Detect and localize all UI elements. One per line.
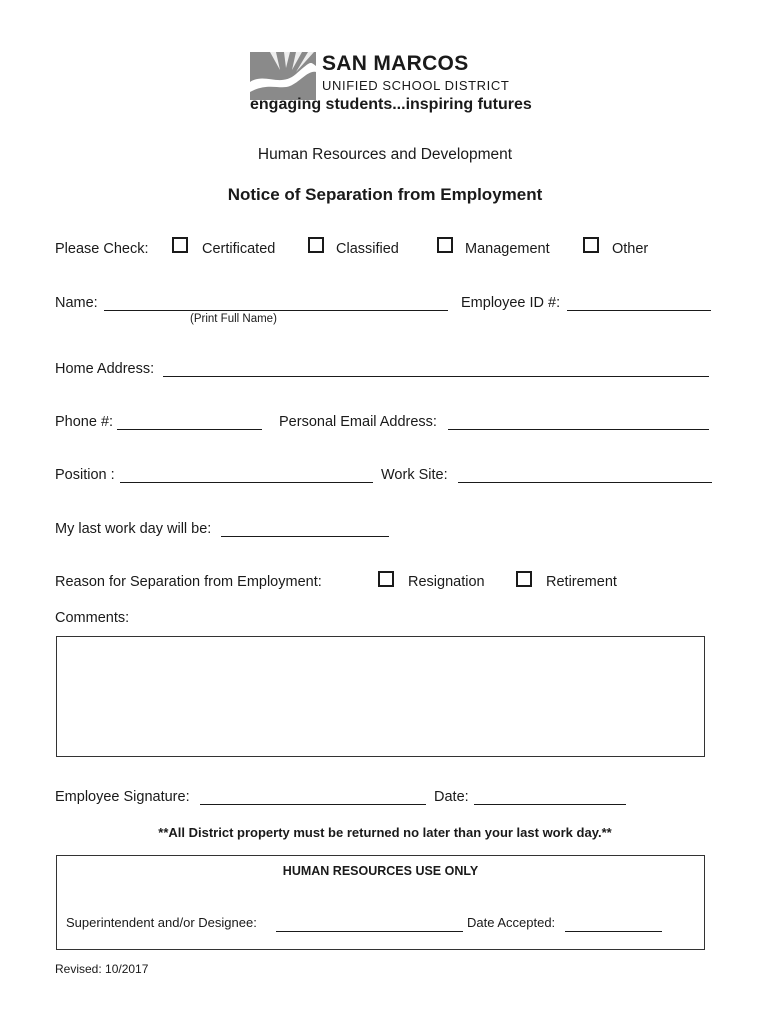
property-notice: **All District property must be returned no later than your last work day.** xyxy=(158,825,612,840)
home-address-label: Home Address: xyxy=(55,361,155,377)
designee-label: Superintendent and/or Designee: xyxy=(66,915,257,930)
date-accepted-field[interactable] xyxy=(565,917,662,932)
position-label: Position : xyxy=(55,467,115,483)
last-day-field[interactable] xyxy=(221,522,389,537)
option-certificated-label: Certificated xyxy=(202,241,276,257)
signature-label: Employee Signature: xyxy=(55,789,190,805)
email-label: Personal Email Address: xyxy=(279,414,437,430)
designee-field[interactable] xyxy=(276,917,463,932)
hr-use-title: HUMAN RESOURCES USE ONLY xyxy=(282,864,479,878)
checkbox-retirement[interactable] xyxy=(516,571,532,587)
separation-label: Reason for Separation from Employment: xyxy=(55,574,322,590)
checkbox-resignation[interactable] xyxy=(378,571,394,587)
signature-date-label: Date: xyxy=(434,789,469,805)
employee-id-field[interactable] xyxy=(567,296,711,311)
option-management-label: Management xyxy=(465,241,550,257)
department-heading: Human Resources and Development xyxy=(257,146,513,163)
name-field[interactable] xyxy=(104,296,448,311)
revised-date: Revised: 10/2017 xyxy=(55,962,149,976)
option-other-label: Other xyxy=(612,241,649,257)
hr-use-box xyxy=(56,855,705,950)
checkbox-management[interactable] xyxy=(437,237,453,253)
work-site-field[interactable] xyxy=(458,468,712,483)
logo-name: SAN MARCOS xyxy=(322,52,469,75)
option-retirement-label: Retirement xyxy=(546,574,617,590)
check-label: Please Check: xyxy=(55,241,149,257)
checkbox-classified[interactable] xyxy=(308,237,324,253)
comments-label: Comments: xyxy=(55,610,130,626)
comments-box[interactable] xyxy=(56,636,705,757)
email-field[interactable] xyxy=(448,415,709,430)
district-logo-icon xyxy=(250,52,316,100)
checkbox-other[interactable] xyxy=(583,237,599,253)
option-resignation-label: Resignation xyxy=(408,574,485,590)
date-accepted-label: Date Accepted: xyxy=(467,915,556,930)
home-address-field[interactable] xyxy=(163,362,709,377)
name-label: Name: xyxy=(55,295,98,311)
logo-tagline: engaging students...inspiring futures xyxy=(250,96,532,113)
phone-label: Phone #: xyxy=(55,414,114,430)
phone-field[interactable] xyxy=(117,415,262,430)
page-title: Notice of Separation from Employment xyxy=(227,185,543,204)
position-field[interactable] xyxy=(120,468,373,483)
option-classified-label: Classified xyxy=(336,241,399,257)
checkbox-certificated[interactable] xyxy=(172,237,188,253)
logo-subname: UNIFIED SCHOOL DISTRICT xyxy=(322,78,510,93)
name-hint: (Print Full Name) xyxy=(190,313,277,325)
last-day-label: My last work day will be: xyxy=(55,521,212,537)
signature-date-field[interactable] xyxy=(474,790,626,805)
employee-id-label: Employee ID #: xyxy=(461,295,561,311)
work-site-label: Work Site: xyxy=(381,467,448,483)
signature-field[interactable] xyxy=(200,790,426,805)
district-logo xyxy=(250,50,540,118)
